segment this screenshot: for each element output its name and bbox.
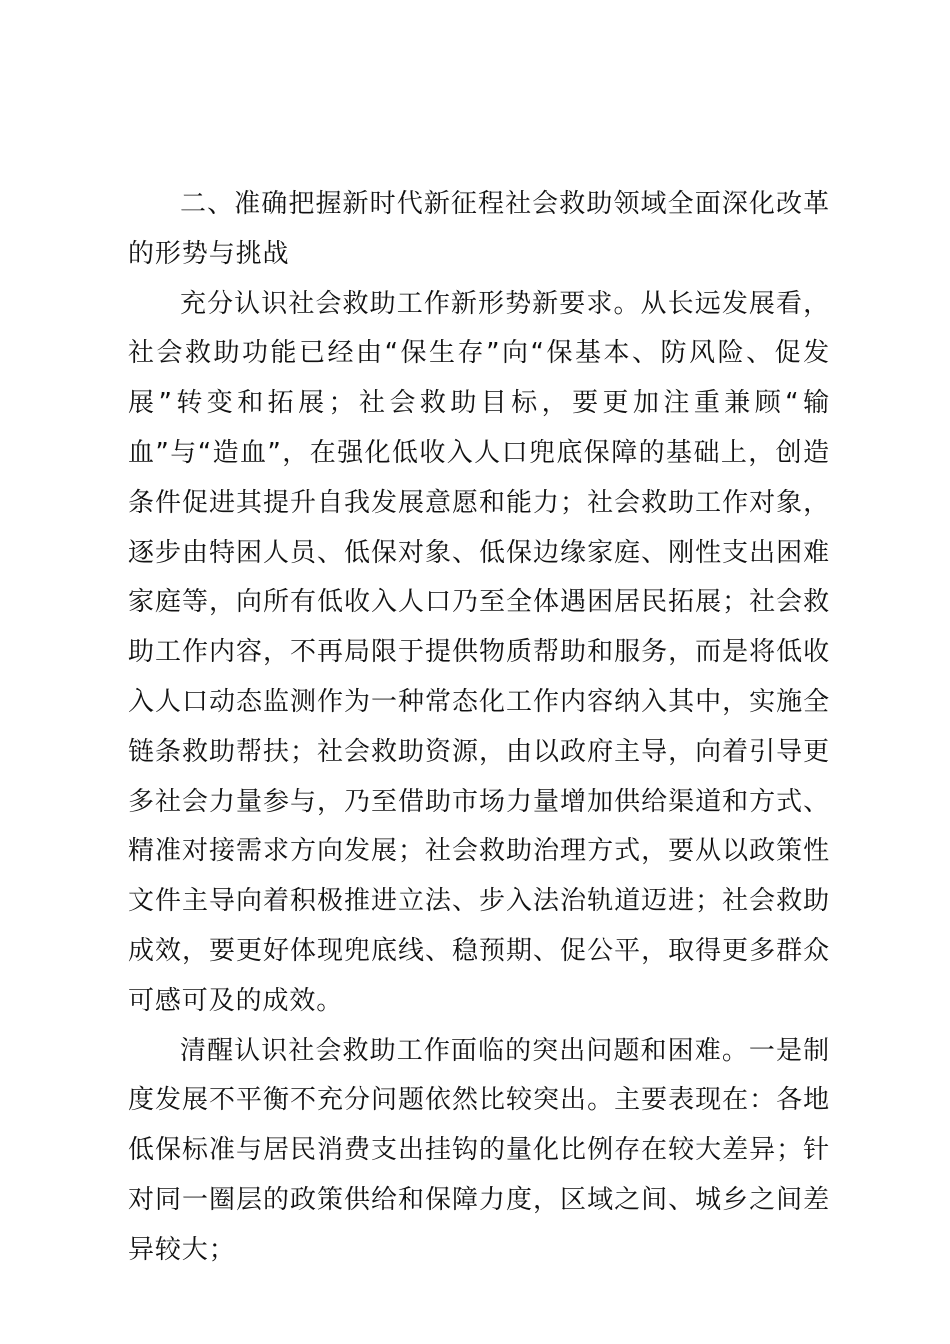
paragraph-problems: 清醒认识社会救助工作面临的突出问题和困难。一是制度发展不平衡不充分问题依然比较突出。主要表现在：各地低保标准与居民消费支出挂钩的量化比例存在较大差异；针对同一圈层的政策供给和保障力度，区域之间、城乡之间差异较大；: [128, 1035, 830, 1265]
document-body: [128, 180, 830, 1276]
paragraph-new-requirements: 充分认识社会救助工作新形势新要求。从长远发展看，社会救助功能已经由“保生存”向“保基本、防风险、促发展”转变和拓展；社会救助目标，要更加注重兼顾“输血”与“造血”，在强化低收入人口兜底保障的基础上，创造条件促进其提升自我发展意愿和能力；社会救助工作对象，逐步由特困人员、低保对象、低保边缘家庭、刚性支出困难家庭等，向所有低收入人口乃至全体遇困居民拓展；社会救助工作内容，不再局限于提供物质帮助和服务，而是将低收入人口动态监测作为一种常态化工作内容纳入其中，实施全链条救助帮扶；社会救助资源，由以政府主导，向着引导更多社会力量参与，乃至借助市场力量增加供给渠道和方式、精准对接需求方向发展；社会救助治理方式，要从以政策性文件主导向着积极推进立法、步入法治轨道迈进；社会救助成效，要更好体现兜底线、稳预期、促公平，取得更多群众可感可及的成效。: [128, 288, 830, 1016]
section-heading: 二、准确把握新时代新征程社会救助领域全面深化改革的形势与挑战: [128, 189, 830, 269]
